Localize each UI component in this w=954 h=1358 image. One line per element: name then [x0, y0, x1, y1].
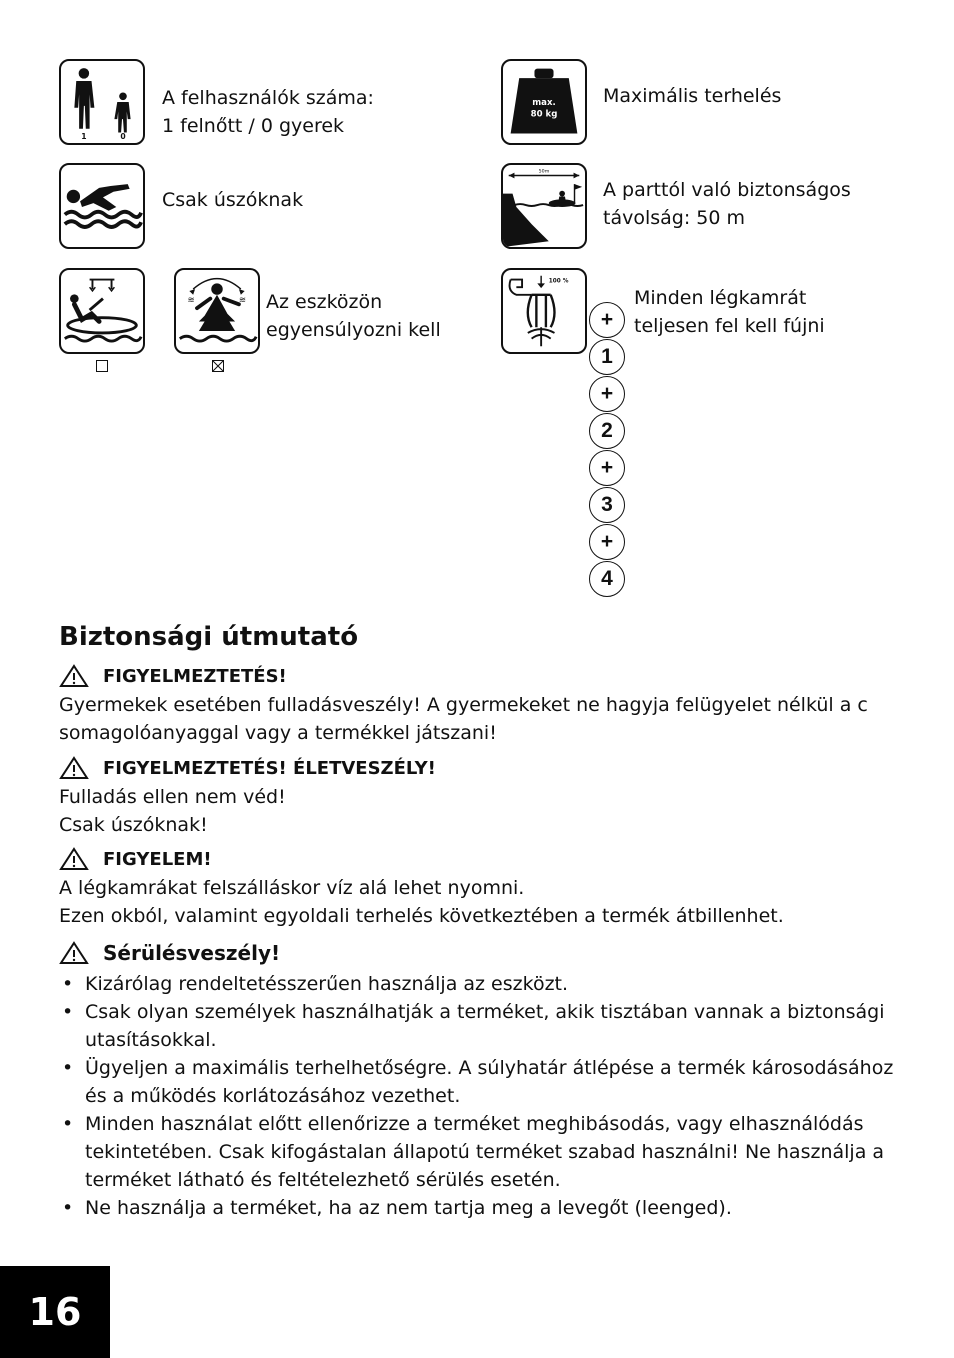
inflate-icon	[501, 268, 587, 354]
child-count: 0	[120, 132, 126, 142]
inflation-step: 1	[589, 339, 625, 375]
warning-heading: FIGYELMEZTETÉS! ÉLETVESZÉLY!	[59, 756, 436, 780]
warning-text: Gyermekek esetében fulladásveszély! A gyermekeket ne hagyja felügyelet nélkül a c somagolóanyaggal vagy a termékkel játszani!	[59, 694, 868, 744]
inflation-step: 2	[589, 413, 625, 449]
section-title: Biztonsági útmutató	[59, 622, 359, 652]
balance-kneeling-icon	[174, 268, 260, 354]
weight-value: 80 kg	[530, 109, 558, 120]
inflation-step: +	[589, 376, 625, 412]
list-item: • Csak olyan személyek használhatják a terméket, akik tisztában vannak a biztonsági utasításokkal.	[62, 1001, 885, 1051]
balance-label: Az eszközön egyensúlyozni kell	[266, 291, 441, 341]
list-item: • Minden használat előtt ellenőrizze a terméket meghibásodás, vagy elhasználódás tekintetében. Csak kifogástalan állapotú terméket szabad használni! Ne használja a terméket látható és feltételezhető sérülés esetén.	[62, 1113, 885, 1191]
inflation-step: +	[589, 302, 625, 338]
distance-label: A parttól való biztonságos távolság: 50 m	[603, 179, 851, 229]
warning-text: A légkamrákat felszálláskor víz alá lehet nyomni. Ezen okból, valamint egyoldali terhelés következtében a termék átbillenhet.	[59, 877, 784, 927]
list-item: • Kizárólag rendeltetésszerűen használja az eszközt.	[62, 973, 569, 995]
inflate-percent: 100 %	[548, 278, 569, 285]
warning-heading: FIGYELEM!	[59, 847, 212, 871]
adult-count: 1	[81, 132, 87, 142]
inflation-step: +	[589, 524, 625, 560]
weight-max: max.	[532, 97, 556, 108]
inflation-step: 4	[589, 561, 625, 597]
inflation-step: 3	[589, 487, 625, 523]
warning-text: Fulladás ellen nem véd! Csak úszóknak!	[59, 786, 286, 836]
list-item: • Ügyeljen a maximális terhelhetőségre. A súlyhatár átlépése a termék károsodásához és a működés korlátozásához vezethet.	[62, 1057, 894, 1107]
warning-icon	[59, 664, 89, 688]
max-load-label: Maximális terhelés	[603, 85, 782, 107]
inflate-label: Minden légkamrát teljesen fel kell fújni	[634, 287, 825, 337]
warning-heading: FIGYELMEZTETÉS!	[59, 664, 287, 688]
svg-text:≋: ≋	[187, 295, 195, 306]
warning-icon	[59, 941, 89, 965]
weight-icon	[501, 59, 587, 145]
swimmers-label: Csak úszóknak	[162, 189, 304, 211]
warning-icon	[59, 756, 89, 780]
swimmer-icon	[59, 163, 145, 249]
checkbox-kneeling	[212, 360, 224, 372]
svg-text:≋: ≋	[238, 295, 247, 306]
inflation-step: +	[589, 450, 625, 486]
safety-bullet-list	[59, 970, 893, 1222]
users-label: A felhasználók száma: 1 felnőtt / 0 gyerek	[162, 87, 374, 137]
distance-value: 50m	[538, 169, 550, 175]
damage-heading: Sérülésveszély!	[59, 941, 280, 965]
balance-sitting-icon	[59, 268, 145, 354]
users-icon	[59, 59, 145, 145]
page-number: 16	[0, 1266, 110, 1358]
distance-icon	[501, 163, 587, 249]
list-item: • Ne használja a terméket, ha az nem tartja meg a levegőt (leenged).	[62, 1197, 732, 1219]
checkbox-sitting	[96, 360, 108, 372]
warning-icon	[59, 847, 89, 871]
